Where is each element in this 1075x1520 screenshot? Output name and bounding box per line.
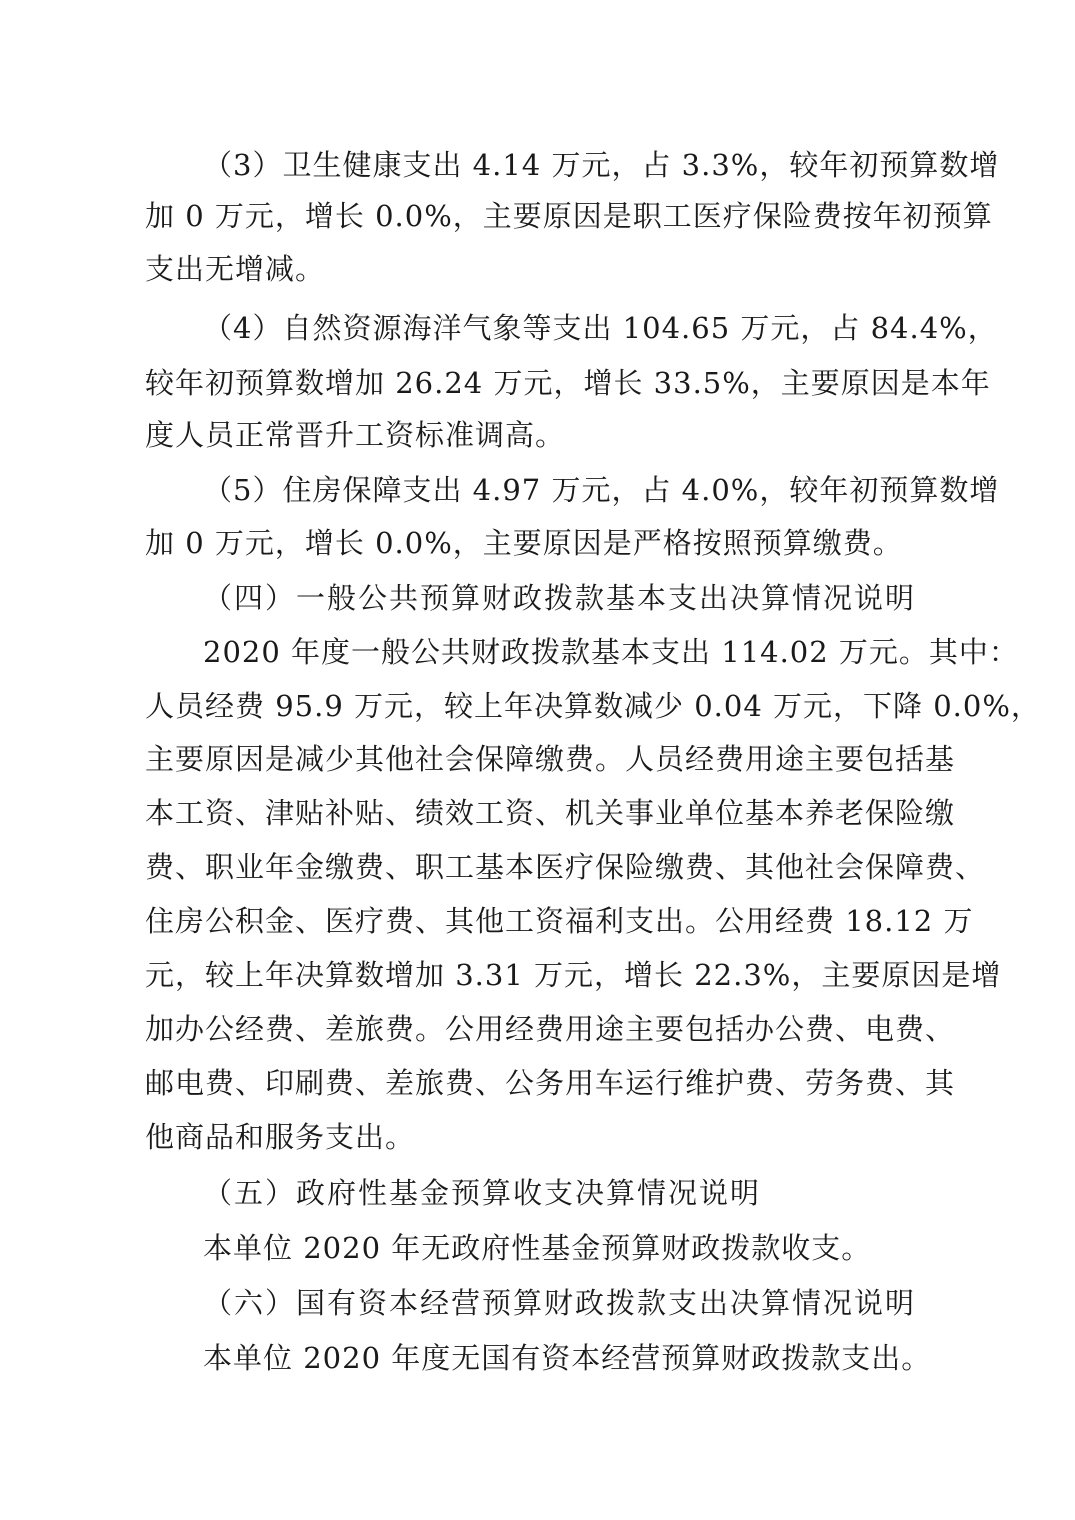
paragraph-line: 加办公经费、差旅费。公用经费用途主要包括办公费、电费、	[145, 1012, 956, 1046]
paragraph-line: 主要原因是减少其他社会保障缴费。人员经费用途主要包括基	[145, 742, 956, 776]
section-heading: （五）政府性基金预算收支决算情况说明	[203, 1176, 762, 1210]
paragraph-line: 费、职业年金缴费、职工基本医疗保险缴费、其他社会保障费、	[145, 850, 986, 884]
paragraph-line: 住房公积金、医疗费、其他工资福利支出。公用经费 18.12 万	[145, 904, 974, 938]
paragraph-line: 他商品和服务支出。	[145, 1120, 416, 1154]
paragraph-line: 加 0 万元，增长 0.0%，主要原因是职工医疗保险费按年初预算	[145, 199, 993, 233]
paragraph-line: 人员经费 95.9 万元，较上年决算数减少 0.04 万元，下降 0.0%，	[145, 689, 1041, 723]
paragraph-line: 邮电费、印刷费、差旅费、公务用车运行维护费、劳务费、其	[145, 1066, 956, 1100]
paragraph-line: 支出无增减。	[145, 252, 326, 286]
paragraph-line: 元，较上年决算数增加 3.31 万元，增长 22.3%，主要原因是增	[145, 958, 1002, 992]
paragraph-line: 加 0 万元，增长 0.0%，主要原因是严格按照预算缴费。	[145, 526, 903, 560]
section-heading: （六）国有资本经营预算财政拨款支出决算情况说明	[203, 1286, 917, 1320]
paragraph-line: （4）自然资源海洋气象等支出 104.65 万元，占 84.4%，	[203, 311, 998, 345]
section-heading: （四）一般公共预算财政拨款基本支出决算情况说明	[203, 581, 917, 615]
paragraph-line: （5）住房保障支出 4.97 万元，占 4.0%，较年初预算数增	[203, 473, 1000, 507]
paragraph-line: 2020 年度一般公共财政拨款基本支出 114.02 万元。其中：	[203, 635, 1019, 669]
paragraph-line: 较年初预算数增加 26.24 万元，增长 33.5%，主要原因是本年	[145, 366, 991, 400]
paragraph-line: （3）卫生健康支出 4.14 万元，占 3.3%，较年初预算数增	[203, 148, 1000, 182]
paragraph-line: 本工资、津贴补贴、绩效工资、机关事业单位基本养老保险缴	[145, 796, 956, 830]
paragraph-line: 本单位 2020 年无政府性基金预算财政拨款收支。	[203, 1231, 872, 1265]
paragraph-line: 本单位 2020 年度无国有资本经营预算财政拨款支出。	[203, 1341, 932, 1375]
paragraph-line: 度人员正常晋升工资标准调高。	[145, 418, 566, 452]
